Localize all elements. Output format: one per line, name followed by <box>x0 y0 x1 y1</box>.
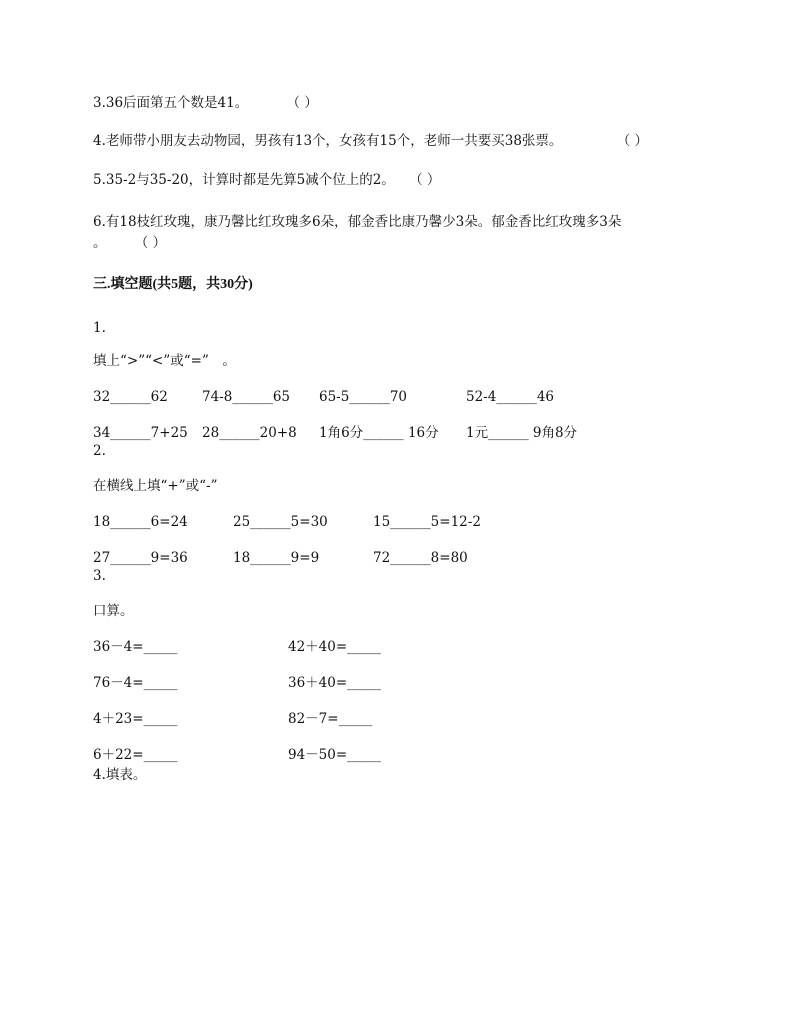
operator-item[interactable]: 18______6=24 <box>93 514 188 530</box>
answer-paren[interactable]: （ ） <box>134 235 167 251</box>
compare-item[interactable]: 1元______ 9角8分 <box>466 425 578 441</box>
operator-item[interactable]: 27______9=36 <box>93 550 188 566</box>
mental-math-item[interactable]: 82－7=_____ <box>288 711 373 727</box>
mental-math-item[interactable]: 36－4=_____ <box>93 639 178 655</box>
problem-1-instruction: 填上“>”“<”或“=” 。 <box>93 353 236 369</box>
question-5 <box>93 171 440 189</box>
question-3 <box>93 94 318 112</box>
question-3-text: 3.36后面第五个数是41。 <box>93 95 249 111</box>
operator-item[interactable]: 25______5=30 <box>233 514 328 530</box>
operator-item[interactable]: 18______9=9 <box>233 550 320 566</box>
compare-item[interactable]: 65-5______70 <box>319 389 408 405</box>
compare-item[interactable]: 74-8______65 <box>202 389 291 405</box>
mental-math-item[interactable]: 94－50=_____ <box>288 747 381 763</box>
question-4-text: 4.老师带小朋友去动物园，男孩有13个，女孩有15个，老师一共要买38张票。 <box>93 133 563 149</box>
question-6-end: 。 <box>93 235 107 251</box>
problem-3-number: 3. <box>93 568 106 584</box>
answer-paren[interactable]: （ ） <box>616 133 649 149</box>
problem-2-number: 2. <box>93 443 106 459</box>
question-4 <box>93 132 648 150</box>
question-6-line1: 6.有18枝红玫瑰，康乃馨比红玫瑰多6朵，郁金香比康乃馨少3朵。郁金香比红玫瑰多3朵 <box>93 214 622 230</box>
compare-item[interactable]: 52-4______46 <box>466 389 555 405</box>
answer-paren[interactable]: （ ） <box>286 95 318 111</box>
operator-item[interactable]: 15______5=12-2 <box>373 514 481 530</box>
compare-item[interactable]: 34______7+25 <box>93 425 188 441</box>
compare-item[interactable]: 1角6分______ 16分 <box>319 425 439 441</box>
problem-4-label: 4.填表。 <box>93 767 147 783</box>
problem-2-instruction: 在横线上填“+”或“-” <box>93 478 218 494</box>
mental-math-item[interactable]: 4＋23=_____ <box>93 711 178 727</box>
problem-1-number: 1. <box>93 320 106 336</box>
question-6-line2 <box>93 234 166 252</box>
section-3-title: 三.填空题(共5题，共30分) <box>93 277 253 292</box>
mental-math-item[interactable]: 76－4=_____ <box>93 675 178 691</box>
answer-paren[interactable]: （ ） <box>409 172 441 188</box>
operator-item[interactable]: 72______8=80 <box>373 550 468 566</box>
mental-math-item[interactable]: 36＋40=_____ <box>288 675 381 691</box>
compare-item[interactable]: 32______62 <box>93 389 168 405</box>
mental-math-item[interactable]: 42＋40=_____ <box>288 639 381 655</box>
compare-item[interactable]: 28______20+8 <box>202 425 297 441</box>
mental-math-item[interactable]: 6＋22=_____ <box>93 747 178 763</box>
question-5-text: 5.35-2与35-20，计算时都是先算5减个位上的2。 <box>93 172 395 188</box>
problem-3-instruction: 口算。 <box>93 603 134 619</box>
